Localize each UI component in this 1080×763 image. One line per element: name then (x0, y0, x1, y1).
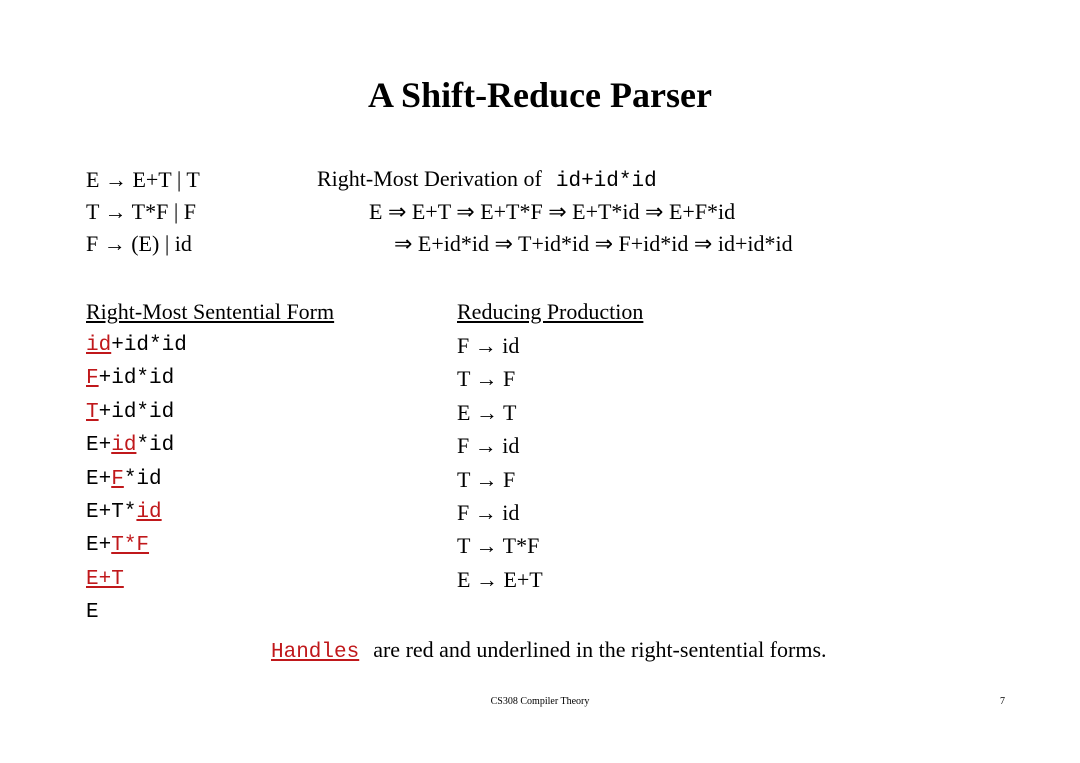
form-part-post: +id*id (111, 334, 187, 357)
reducing-production: E → T (457, 399, 517, 425)
sentential-form (86, 568, 124, 591)
slide-title: A Shift-Reduce Parser (368, 75, 712, 115)
form-part-post: *id (136, 434, 175, 458)
form-part-pre: E (86, 601, 99, 625)
reducing-production: E → E+T (457, 566, 543, 592)
footer-course: CS308 Compiler Theory (490, 696, 590, 707)
sentential-form (86, 434, 174, 457)
sentential-form (86, 367, 174, 390)
form-part-pre: E+ (86, 434, 112, 458)
handle: F (111, 467, 124, 491)
form-part-pre: E+ (86, 534, 112, 558)
form-part-post: +id*id (98, 400, 175, 424)
form-part-pre: E+T* (86, 501, 137, 524)
handle: T*F (111, 534, 150, 558)
form-part-post: +id*id (98, 367, 175, 391)
grammar-rule-t: T → T*F | F (86, 199, 196, 224)
handle: id (136, 501, 162, 524)
grammar-rule-e: E → E+T | T (86, 167, 200, 192)
sentential-form (86, 401, 174, 424)
grammar-rule-f: F → (E) | id (86, 231, 192, 256)
reducing-production: T → F (457, 466, 516, 492)
derivation-line-1: E ⇒ E+T ⇒ E+T*F ⇒ E+T*id ⇒ E+F*id (369, 199, 736, 224)
handle: T (86, 400, 99, 424)
handle: id (86, 334, 112, 357)
reducing-production: T → T*F (457, 533, 540, 559)
handles-note (271, 637, 827, 664)
handles-note-text: are red and underlined in the right-sentential forms. (373, 637, 827, 662)
handle: E+T (86, 567, 124, 591)
derivation-heading (317, 166, 657, 193)
reducing-production: T → F (457, 366, 516, 392)
handle: F (86, 367, 99, 391)
handles-word: Handles (271, 641, 360, 664)
sentential-form (86, 334, 187, 357)
derivation-line-2: ⇒ E+id*id ⇒ T+id*id ⇒ F+id*id ⇒ id+id*id (394, 231, 793, 256)
sentential-form (86, 601, 99, 624)
sentential-form (86, 501, 162, 524)
derivation-label: Right-Most Derivation of (317, 166, 542, 191)
sentential-form (86, 534, 149, 557)
col-header-reducing-production: Reducing Production (457, 299, 644, 324)
reducing-production: F → id (457, 433, 520, 459)
reducing-production: F → id (457, 333, 520, 358)
handle: id (111, 434, 137, 458)
sentential-form (86, 468, 162, 491)
derivation-string: id+id*id (555, 170, 657, 193)
form-part-post: *id (123, 467, 162, 491)
footer-page-number: 7 (1000, 696, 1005, 707)
form-part-pre: E+ (86, 467, 112, 491)
col-header-sentential-form: Right-Most Sentential Form (86, 299, 335, 324)
reducing-production: F → id (457, 500, 520, 525)
